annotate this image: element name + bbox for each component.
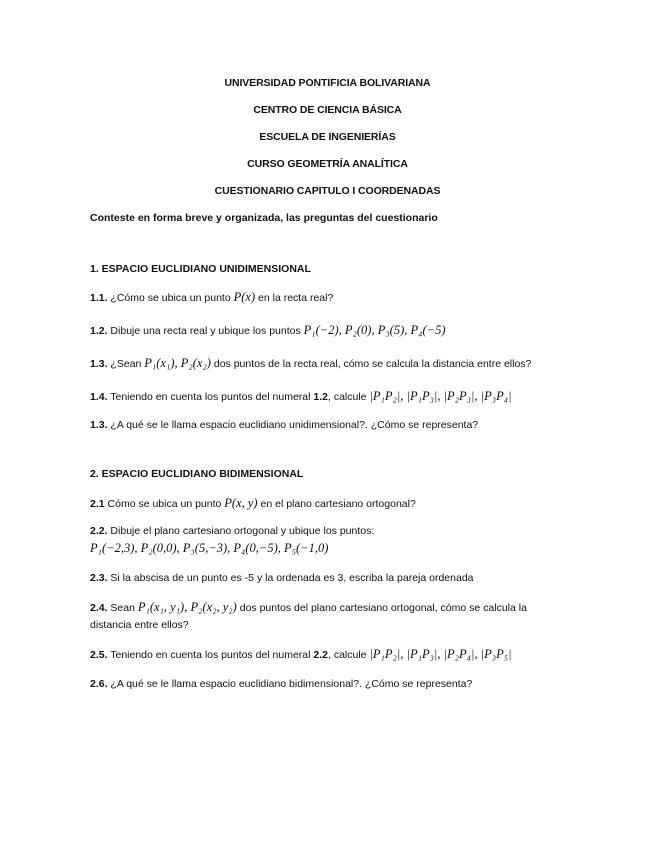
math-expression: |P₁P₂|, |P₁P₃|, |P₂P₃|, |P₃P₄| [369,389,512,403]
question-text: , calcule [328,649,370,661]
math-expression: P₁(−2), P₂(0), P₃(5), P₄(−5) [303,323,446,337]
math-expression: P(x, y) [224,496,258,510]
question-text: Si la abscisa de un punto es -5 y la ordenada es 3, escriba la pareja ordenada [107,572,474,584]
math-expression: P₁(−2,3), P₂(0,0), P₃(5,−3), P₄(0,−5), P₅(−1,0) [90,541,329,555]
question-number: 2.2. [90,525,108,537]
question-number: 2.3. [90,572,108,584]
math-expression: P₁(x₁, y₁), P₂(x₂, y₂) [137,600,237,614]
question-number: 2.6. [90,678,108,690]
question-1-5 [90,419,560,431]
question-text: ¿A qué se le llama espacio euclidiano unidimensional?. ¿Cómo se representa? [107,419,479,431]
question-number: 2.5. [90,649,108,661]
course-title: CURSO GEOMETRÍA ANALÍTICA [247,158,408,170]
question-1-4 [90,389,560,404]
question-text: Teniendo en cuenta los puntos del numeral [107,649,314,661]
math-expression: P₁(x₁), P₂(x₂) [144,356,211,370]
question-1-1 [90,290,560,305]
instruction: Conteste en forma breve y organizada, las preguntas del cuestionario [90,212,438,224]
question-2-1 [90,496,560,511]
question-text: Cómo se ubica un punto [104,498,225,510]
school-title: ESCUELA DE INGENIERÍAS [259,131,396,143]
question-number: 1.3. [90,358,108,370]
question-number: 1.1. [90,292,108,304]
question-number: 1.2. [90,325,108,337]
question-number: 2.4. [90,602,108,614]
question-text: Dibuje el plano cartesiano ortogonal y ubique los puntos: [107,525,375,537]
question-2-4-continued: distancia entre ellos? [90,619,189,631]
math-expression: P(x) [233,290,256,304]
question-text: en el plano cartesiano ortogonal? [257,498,416,510]
section2-title: 2. ESPACIO EUCLIDIANO BIDIMENSIONAL [90,468,304,480]
section1-title: 1. ESPACIO EUCLIDIANO UNIDIMENSIONAL [90,263,311,275]
math-expression: |P₁P₂|, |P₁P₃|, |P₂P₄|, |P₃P₅| [369,647,512,661]
question-1-3 [90,356,560,371]
question-text: Sean [107,602,138,614]
numeral-reference: 1.2 [313,391,328,403]
question-2-3 [90,572,560,584]
question-2-6 [90,678,560,690]
questionnaire-title: CUESTIONARIO CAPITULO I COORDENADAS [214,185,441,197]
question-number: 2.1 [90,498,105,510]
university-title: UNIVERSIDAD PONTIFICIA BOLIVARIANA [224,77,431,89]
question-text: Dibuje una recta real y ubique los puntos [107,325,304,337]
question-text: en la recta real? [255,292,334,304]
question-text: dos puntos del plano cartesiano ortogonal, cómo se calcula la [236,602,527,614]
question-2-2-points [90,541,560,556]
question-text: dos puntos de la recta real, cómo se calcula la distancia entre ellos? [210,358,532,370]
question-text: ¿Cómo se ubica un punto [107,292,234,304]
question-text: ¿Sean [107,358,145,370]
center-title: CENTRO DE CIENCIA BÁSICA [253,104,402,116]
numeral-reference: 2.2 [313,649,328,661]
question-text: ¿A qué se le llama espacio euclidiano bidimensional?. ¿Cómo se representa? [107,678,473,690]
question-2-4 [90,600,560,615]
question-text: , calcule [328,391,370,403]
question-2-2 [90,525,560,537]
question-number: 1.4. [90,391,108,403]
question-1-2 [90,323,560,338]
question-number: 1.3. [90,419,108,431]
question-2-5 [90,647,560,662]
question-text: Teniendo en cuenta los puntos del numeral [107,391,314,403]
